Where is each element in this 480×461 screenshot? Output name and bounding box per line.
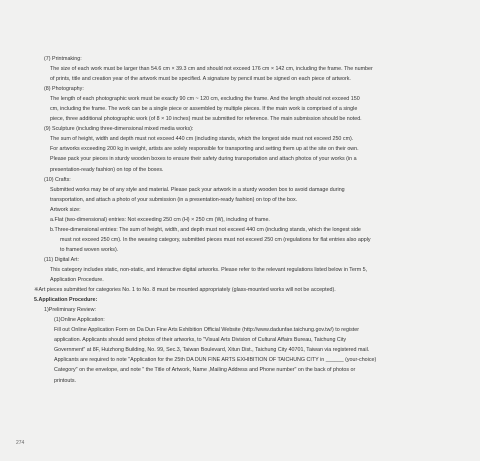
text-line: Government" at 8F, Huizhong Building, No. 99, Sec.3, Taiwan Boulevard, Xitun Dist., Taichung City 40701, Taiwan via registered mail. [54, 347, 370, 354]
text-line: must not exceed 250 cm). In the weaving category, submitted pieces must not exceed 250 cm (regulations for flat entries also apply [60, 236, 371, 243]
text-line: (1)Online Application: [54, 317, 105, 324]
text-line: ※Art pieces submitted for categories No. 1 to No. 8 must be mounted appropriately (glass-mounted works will not be accepted). [34, 287, 336, 294]
text-line: printouts. [54, 377, 76, 384]
text-line: The size of each work must be larger than 54.6 cm × 39.3 cm and should not exceed 176 cm × 142 cm, including the frame. The number [50, 66, 373, 73]
text-line: (7) Printmaking: [44, 56, 82, 62]
text-line: Fill out Online Application Form on Da Dun Fine Arts Exhibition Official Website (http://www.dadunfae.taichung.gov.tw/) to register [54, 327, 360, 334]
text-line: Submitted works may be of any style and material. Please pack your artwork in a sturdy wooden box to avoid damage during [50, 186, 345, 193]
text-line: to framed woven works). [60, 246, 119, 253]
text-line: a.Flat (two-dimensional) entries: Not exceeding 250 cm (H) × 250 cm (W), including of frame. [50, 216, 270, 223]
document-body [34, 54, 426, 386]
text-line: (9) Sculpture (including three-dimensional mixed media works): [44, 126, 194, 133]
text-line: Artwork size: [50, 206, 81, 213]
text-line: For artworks exceeding 200 kg in weight, artists are solely responsible for transporting and setting them up at the site on their own. [50, 146, 359, 153]
text-line: The sum of height, width and depth must not exceed 440 cm (including stands, which the longest side must not exceed 250 cm). [50, 136, 354, 143]
text-line: Application Procedure. [50, 277, 104, 284]
text-line: 5.Application Procedure: [34, 297, 98, 304]
text-line: cm, including the frame. The work can be a single piece or assembled by multiple pieces. If the main work is comprised of a single [50, 106, 358, 113]
text-line: Category" on the envelope, and note " the Title of Artwork, Name ,Mailing Address and Phone number" on the back of photos or [54, 367, 356, 374]
text-line: (11) Digital Art: [44, 256, 79, 263]
text-line: Please pack your pieces in sturdy wooden boxes to ensure their safety during transportation and attach photos of your works (in a [50, 156, 357, 163]
text-line: b.Three-dimensional entries: The sum of height, width, and depth must not exceed 440 cm (including stands, which the longest side [50, 226, 361, 233]
text-line: piece, three additional photographic work (of 8 × 10 inches) must be submitted for reference. The main submission should be noted. [50, 116, 362, 123]
text-line: The length of each photographic work must be exactly 90 cm ~ 120 cm, excluding the frame. And the length should not exceed 150 [50, 96, 360, 103]
text-line: 1)Preliminary Review: [44, 307, 96, 314]
text-line: This category includes static, non-static, and interactive digital artworks. Please refer to the relevant regulations listed below in Term 5, [50, 266, 368, 273]
text-line: of prints, title and creation year of the artwork must be specified. A signature by pencil must be signed on each piece of artwork. [50, 76, 351, 83]
text-line: transportation, and attach a photo of your submission (in a presentation-ready fashion) on top of the box. [50, 196, 298, 203]
text-line: (10) Crafts: [44, 176, 71, 183]
text-line: application. Applicants should send photos of their artworks, to "Visual Arts Division of Cultural Affairs Bureau, Taichung City [54, 337, 347, 344]
text-line: (8) Photography: [44, 86, 84, 93]
page-number: 274 [16, 440, 25, 446]
text-line: Applicants are required to note "Application for the 25th DA DUN FINE ARTS EXHIBITION OF TAICHUNG CITY in ______ (your-choice) [54, 357, 377, 364]
text-line: presentation-ready fashion) on top of the boxes. [50, 166, 164, 173]
